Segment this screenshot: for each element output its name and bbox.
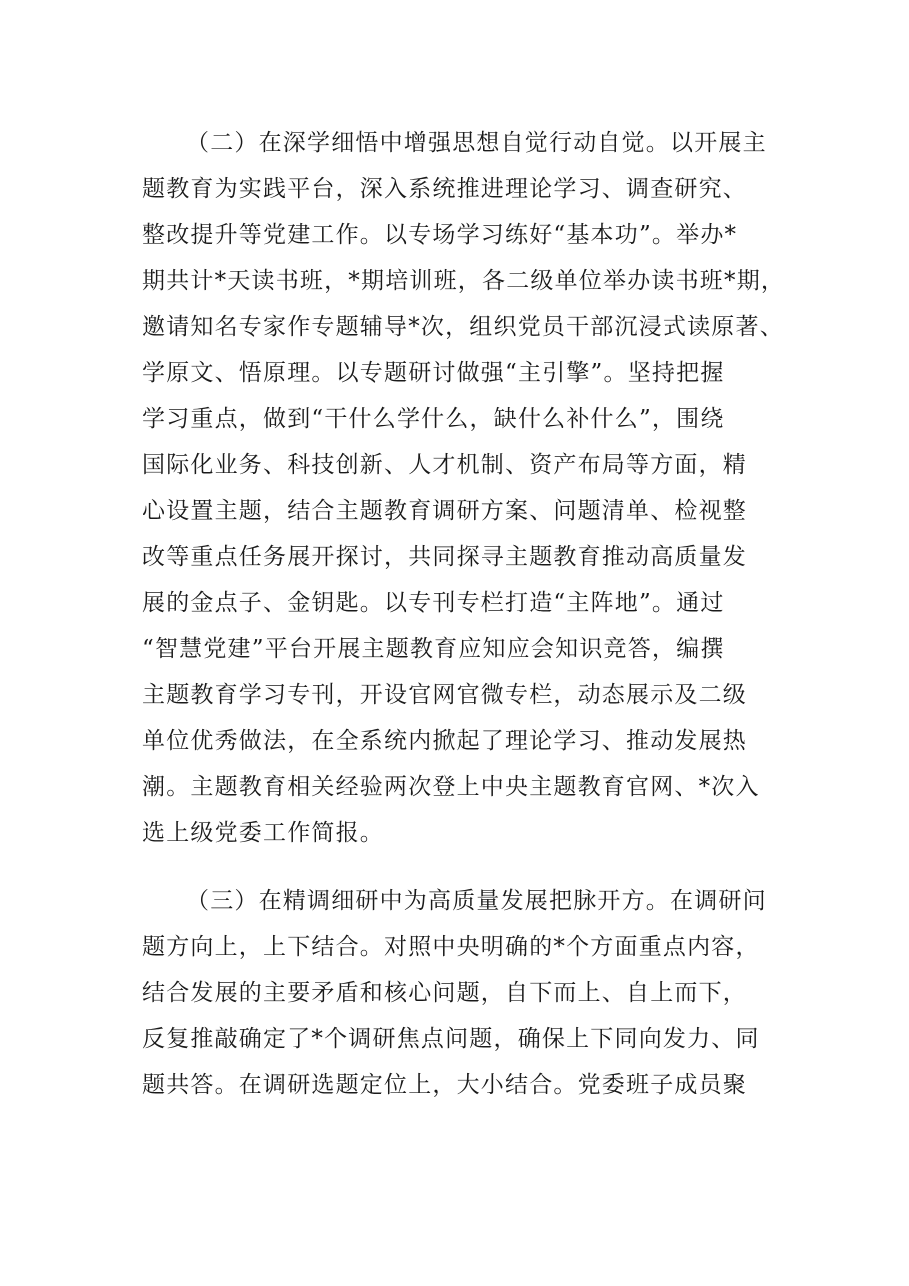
paragraph-spacer bbox=[142, 864, 782, 886]
text-line: 整改提升等党建工作。以专场学习练好“基本功”。举办* bbox=[142, 222, 738, 248]
text-line: “智慧党建”平台开展主题教育应知应会知识竞答，编撰 bbox=[142, 636, 725, 662]
text-line: 展的金点子、金钥匙。以专刊专栏打造“主阵地”。通过 bbox=[142, 590, 725, 616]
paragraph-section-two bbox=[142, 128, 786, 864]
text-line: 题共答。在调研选题定位上，大小结合。党委班子成员聚 bbox=[142, 1072, 747, 1098]
text-line: 题方向上，上下结合。对照中央明确的*个方面重点内容， bbox=[142, 934, 760, 960]
text-line: 邀请知名专家作专题辅导*次，组织党员干部沉浸式读原著、 bbox=[142, 314, 784, 340]
paragraph-section-three bbox=[142, 886, 782, 1116]
text-line: 期共计*天读书班，*期培训班，各二级单位举办读书班*期， bbox=[142, 268, 786, 294]
text-line: 学习重点，做到“干什么学什么，缺什么补什么”，围绕 bbox=[142, 406, 725, 432]
text-line: 结合发展的主要矛盾和核心问题，自下而上、自上而下， bbox=[142, 980, 747, 1006]
text-line: 心设置主题，结合主题教育调研方案、问题清单、检视整 bbox=[142, 498, 747, 524]
text-line: 反复推敲确定了*个调研焦点问题，确保上下同向发力、同 bbox=[142, 1026, 760, 1052]
text-line: 学原文、悟原理。以专题研讨做强“主引擎”。坚持把握 bbox=[142, 360, 725, 386]
text-line: 改等重点任务展开探讨，共同探寻主题教育推动高质量发 bbox=[142, 544, 747, 570]
text-line: 选上级党委工作简报。 bbox=[142, 820, 384, 846]
text-line: 主题教育学习专刊，开设官网官微专栏，动态展示及二级 bbox=[142, 682, 747, 708]
text-line: （二）在深学细悟中增强思想自觉行动自觉。以开展主 bbox=[186, 130, 767, 156]
text-line: 潮。主题教育相关经验两次登上中央主题教育官网、*次入 bbox=[142, 774, 760, 800]
document-body bbox=[142, 128, 786, 1116]
text-line: 国际化业务、科技创新、人才机制、资产布局等方面，精 bbox=[142, 452, 747, 478]
text-line: 单位优秀做法，在全系统内掀起了理论学习、推动发展热 bbox=[142, 728, 747, 754]
text-line: （三）在精调细研中为高质量发展把脉开方。在调研问 bbox=[186, 888, 767, 914]
text-line: 题教育为实践平台，深入系统推进理论学习、调查研究、 bbox=[142, 176, 747, 202]
